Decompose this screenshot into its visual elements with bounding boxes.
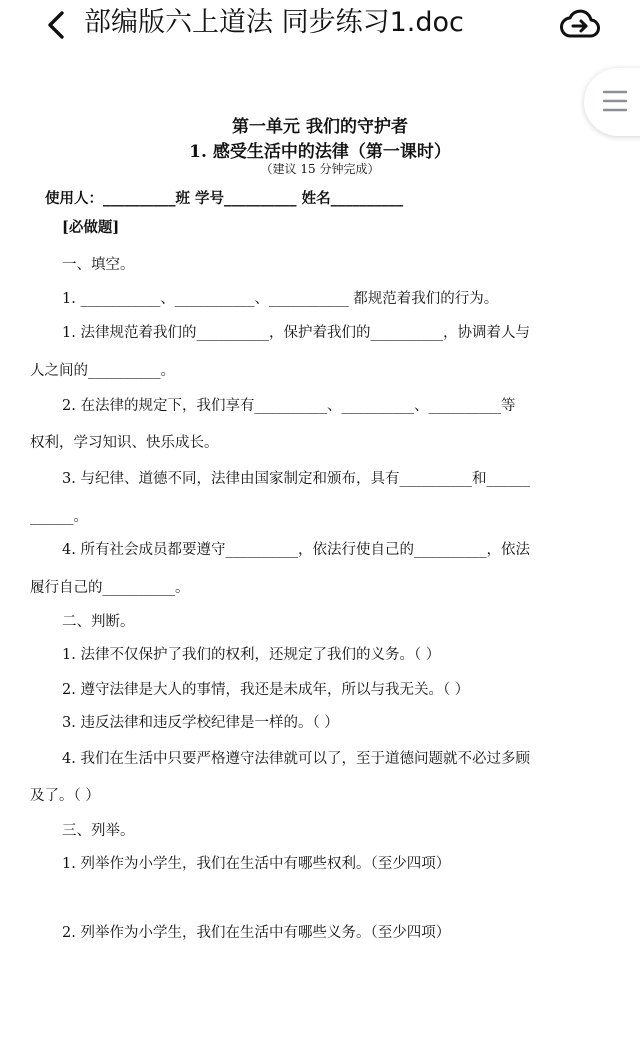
section-fill-title: 一、填空。 [62, 257, 135, 273]
document-page[interactable] [0, 50, 640, 1040]
required-tag: [必做题] [62, 219, 120, 236]
question-fill-2-line2: 权利，学习知识、快乐成长。 [30, 435, 219, 451]
question-fill-1-line2: 人之间的__________。 [30, 363, 175, 379]
question-fill-3-line2: ______。 [30, 509, 88, 525]
cloud-upload-icon [560, 7, 600, 41]
document-title: 部编版六上道法 同步练习1.doc [84, 7, 464, 38]
question-fill-2-line1: 2. 在法律的规定下，我们享有__________、__________、__________等 [62, 398, 516, 414]
question-judge-1: 1. 法律不仅保护了我们的权利，还规定了我们的义务。（ ） [62, 647, 441, 663]
question-judge-3: 3. 违反法律和违反学校纪律是一样的。（ ） [62, 715, 339, 731]
section-judge-title: 二、判断。 [62, 614, 135, 630]
question-fill-0: 1. ___________、___________、___________ 都规范着我们的行为。 [62, 291, 499, 307]
question-judge-4-line1: 4. 我们在生活中只要严格遵守法律就可以了，至于道德问题就不必过多顾 [62, 751, 530, 767]
question-fill-1-line1: 1. 法律规范着我们的__________，保护着我们的__________，协调着人与 [62, 325, 530, 341]
lesson-title: 1. 感受生活中的法律（第一课时） [189, 142, 451, 162]
question-fill-4-line2: 履行自己的__________。 [30, 580, 190, 596]
chevron-left-icon [45, 10, 67, 40]
question-list-2: 2. 列举作为小学生，我们在生活中有哪些义务。（至少四项） [62, 925, 451, 941]
student-info-line: 使用人：__________班 学号__________ 姓名__________ [45, 190, 404, 207]
back-button[interactable] [36, 6, 76, 44]
question-judge-2: 2. 遵守法律是大人的事情，我还是未成年，所以与我无关。（ ） [62, 682, 470, 698]
top-app-bar [0, 0, 640, 50]
unit-title: 第一单元 我们的守护者 [232, 117, 408, 137]
question-fill-4-line1: 4. 所有社会成员都要遵守__________，依法行使自己的__________，依法 [62, 542, 530, 558]
question-list-1: 1. 列举作为小学生，我们在生活中有哪些权利。（至少四项） [62, 856, 451, 872]
cloud-upload-button[interactable] [558, 4, 602, 44]
suggested-time: （建议 15 分钟完成） [260, 162, 380, 176]
section-list-title: 三、列举。 [62, 823, 135, 839]
question-judge-4-line2: 及了。（ ） [30, 788, 100, 804]
question-fill-3-line1: 3. 与纪律、道德不同，法律由国家制定和颁布，具有__________和______ [62, 471, 530, 487]
